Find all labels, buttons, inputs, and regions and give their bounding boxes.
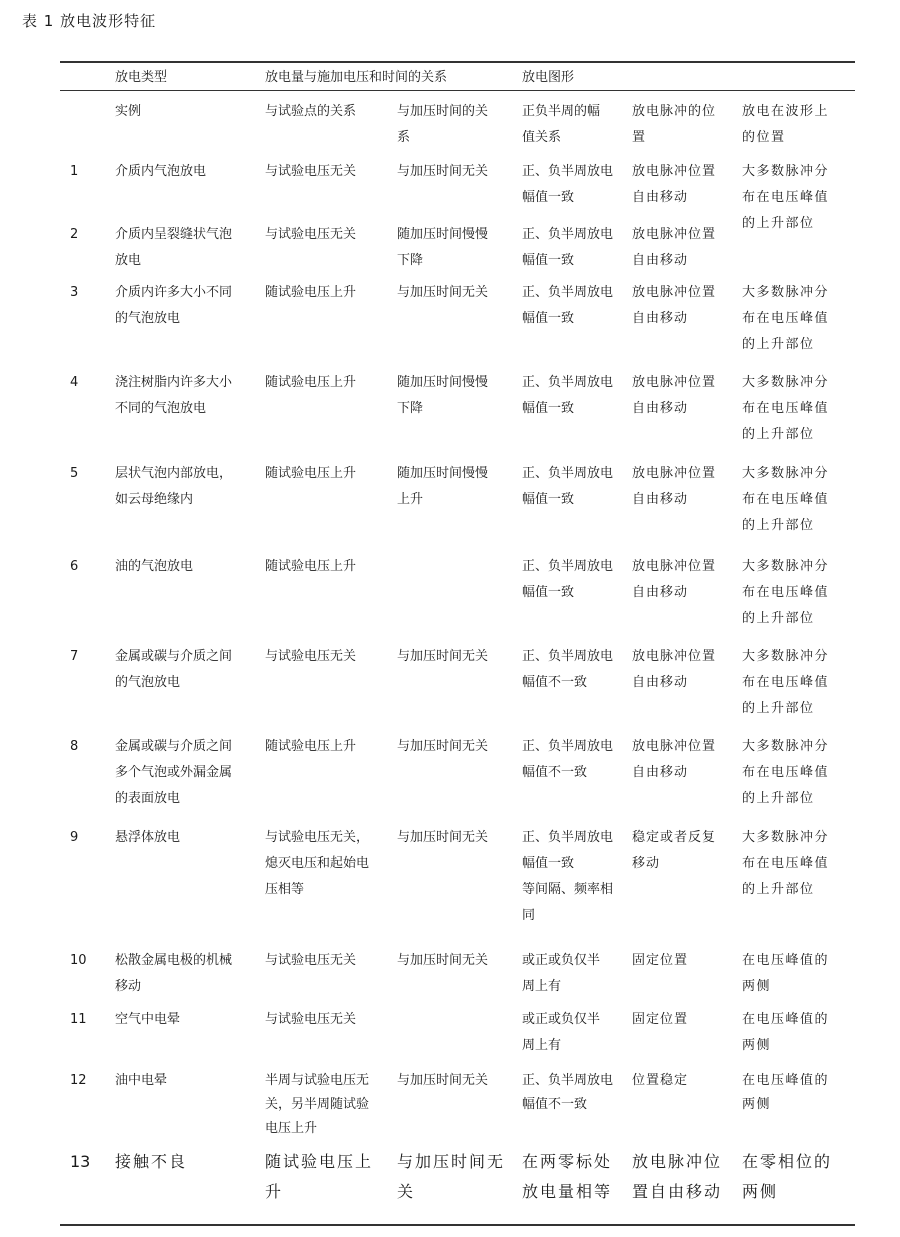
- table-row-discharge-type: 空气中电晕: [115, 1012, 181, 1027]
- top-rule: [60, 61, 855, 63]
- table-row-amplitude-relation: 正、负半周放电 幅值不一致: [522, 1073, 614, 1112]
- header-row-2-waveform-position: 放电在波形上 的位置: [742, 104, 830, 145]
- table-row-index: 7: [70, 649, 79, 664]
- table-row-waveform-position: 大多数脉冲分 布在电压峰值 的上升部位: [742, 285, 830, 352]
- table-row-pulse-position: 放电脉冲位置 自由移动: [632, 559, 717, 600]
- table-row-pulse-position: 放电脉冲位 置自由移动: [632, 1152, 723, 1201]
- table-row-amplitude-relation: 正、负半周放电 幅值一致: [522, 164, 614, 205]
- table-row-index: 10: [70, 953, 87, 968]
- table-row-pulse-position: 固定位置: [632, 953, 689, 968]
- table-row-amplitude-relation: 正、负半周放电 幅值一致: [522, 285, 614, 326]
- table-row-time-relation: 随加压时间慢慢 下降: [397, 227, 489, 268]
- table-row-test-voltage-relation: 随试验电压上升: [265, 739, 357, 754]
- table-row-pulse-position: 放电脉冲位置 自由移动: [632, 164, 717, 205]
- header-row-2-pulse-position: 放电脉冲的位 置: [632, 104, 717, 145]
- table-row-pulse-position: 稳定或者反复 移动: [632, 830, 717, 871]
- table-row-index: 6: [70, 559, 79, 574]
- table-row-pulse-position: 放电脉冲位置 自由移动: [632, 375, 717, 416]
- table-row-pulse-position: 位置稳定: [632, 1073, 689, 1088]
- table-row-test-voltage-relation: 随试验电压上升: [265, 466, 357, 481]
- table-row-pulse-position: 放电脉冲位置 自由移动: [632, 466, 717, 507]
- table-row-index: 11: [70, 1012, 87, 1027]
- table-row-time-relation: 与加压时间无关: [397, 739, 489, 754]
- table-row-amplitude-relation: 在两零标处 放电量相等: [522, 1152, 613, 1201]
- table-row-index: 4: [70, 375, 79, 390]
- table-row-amplitude-relation: 正、负半周放电 幅值一致: [522, 227, 614, 268]
- table-row-time-relation: 与加压时间无关: [397, 1073, 489, 1088]
- table-title: 表 1 放电波形特征: [22, 12, 157, 30]
- table-row-index: 1: [70, 164, 79, 179]
- table-row-discharge-type: 浇注树脂内许多大小 不同的气泡放电: [115, 375, 233, 416]
- table-row-index: 8: [70, 739, 79, 754]
- table-row-time-relation: 与加压时间无关: [397, 164, 489, 179]
- table-row-time-relation: 与加压时间无 关: [397, 1152, 506, 1201]
- table-row-discharge-type: 接触不良: [115, 1152, 188, 1171]
- table-row-waveform-position: 在电压峰值的 两侧: [742, 1073, 830, 1112]
- table-row-waveform-position: 在零相位的 两侧: [742, 1152, 833, 1201]
- header-row-1-test-voltage-relation: 放电量与施加电压和时间的关系: [265, 70, 448, 85]
- table-row-amplitude-relation: 正、负半周放电 幅值一致: [522, 466, 614, 507]
- table-row-discharge-type: 松散金属电极的机械 移动: [115, 953, 233, 994]
- table-row-index: 9: [70, 830, 79, 845]
- table-row-amplitude-relation: 正、负半周放电 幅值不一致: [522, 649, 614, 690]
- table-row-index: 2: [70, 227, 79, 242]
- table-row-pulse-position: 放电脉冲位置 自由移动: [632, 227, 717, 268]
- table-row-discharge-type: 介质内许多大小不同 的气泡放电: [115, 285, 233, 326]
- table-row-waveform-position: 大多数脉冲分 布在电压峰值 的上升部位: [742, 375, 830, 442]
- table-row-amplitude-relation: 或正或负仅半 周上有: [522, 1012, 601, 1053]
- header-row-1-amplitude-relation: 放电图形: [522, 70, 575, 85]
- table-row-time-relation: 随加压时间慢慢 下降: [397, 375, 489, 416]
- table-row-test-voltage-relation: 与试验电压无关: [265, 227, 357, 242]
- table-row-pulse-position: 放电脉冲位置 自由移动: [632, 649, 717, 690]
- table-row-discharge-type: 悬浮体放电: [115, 830, 181, 845]
- table-row-discharge-type: 油的气泡放电: [115, 559, 194, 574]
- table-row-discharge-type: 介质内呈裂缝状气泡 放电: [115, 227, 233, 268]
- table-row-waveform-position: 大多数脉冲分 布在电压峰值 的上升部位: [742, 466, 830, 533]
- table-row-test-voltage-relation: 半周与试验电压无 关，另半周随试验 电压上升: [265, 1073, 370, 1136]
- header-row-2-amplitude-relation: 正负半周的幅 值关系: [522, 104, 601, 145]
- table-row-discharge-type: 金属或碳与介质之间 多个气泡或外漏金属 的表面放电: [115, 739, 233, 806]
- header-rule: [60, 90, 855, 91]
- table-row-amplitude-relation: 正、负半周放电 幅值一致: [522, 375, 614, 416]
- header-row-2-test-voltage-relation: 与试验点的关系: [265, 104, 357, 119]
- table-row-test-voltage-relation: 与试验电压无关: [265, 1012, 357, 1027]
- table-row-pulse-position: 固定位置: [632, 1012, 689, 1027]
- table-row-pulse-position: 放电脉冲位置 自由移动: [632, 739, 717, 780]
- table-row-test-voltage-relation: 随试验电压上升: [265, 375, 357, 390]
- table-row-waveform-position: 大多数脉冲分 布在电压峰值 的上升部位: [742, 559, 830, 626]
- table-row-index: 3: [70, 285, 79, 300]
- table-row-amplitude-relation: 正、负半周放电 幅值不一致: [522, 739, 614, 780]
- header-row-1-discharge-type: 放电类型: [115, 70, 168, 85]
- table-row-index: 12: [70, 1073, 87, 1088]
- table-row-test-voltage-relation: 与试验电压无关: [265, 164, 357, 179]
- table-row-waveform-position: 大多数脉冲分 布在电压峰值 的上升部位: [742, 649, 830, 716]
- table-row-test-voltage-relation: 随试验电压上升: [265, 559, 357, 574]
- table-row-test-voltage-relation: 与试验电压无关: [265, 649, 357, 664]
- header-row-2-time-relation: 与加压时间的关 系: [397, 104, 489, 145]
- table-row-discharge-type: 金属或碳与介质之间 的气泡放电: [115, 649, 233, 690]
- table-row-discharge-type: 层状气泡内部放电， 如云母绝缘内: [115, 466, 233, 507]
- table-row-waveform-position: 大多数脉冲分 布在电压峰值 的上升部位: [742, 830, 830, 897]
- table-row-amplitude-relation: 正、负半周放电 幅值一致: [522, 559, 614, 600]
- table-row-time-relation: 与加压时间无关: [397, 285, 489, 300]
- table-row-test-voltage-relation: 随试验电压上升: [265, 285, 357, 300]
- header-row-2-discharge-type: 实例: [115, 104, 142, 119]
- table-row-test-voltage-relation: 随试验电压上 升: [265, 1152, 374, 1201]
- table-row-discharge-type: 油中电晕: [115, 1073, 168, 1088]
- table-row-waveform-position: 大多数脉冲分 布在电压峰值 的上升部位: [742, 164, 830, 231]
- table-row-time-relation: 与加压时间无关: [397, 649, 489, 664]
- table-row-waveform-position: 在电压峰值的 两侧: [742, 953, 830, 994]
- table-row-discharge-type: 介质内气泡放电: [115, 164, 207, 179]
- table-row-test-voltage-relation: 与试验电压无关， 熄灭电压和起始电 压相等: [265, 830, 370, 897]
- table-row-amplitude-relation: 或正或负仅半 周上有: [522, 953, 601, 994]
- table-row-time-relation: 与加压时间无关: [397, 830, 489, 845]
- table-row-index: 13: [70, 1152, 91, 1171]
- table-row-time-relation: 随加压时间慢慢 上升: [397, 466, 489, 507]
- table-row-waveform-position: 大多数脉冲分 布在电压峰值 的上升部位: [742, 739, 830, 806]
- bottom-rule: [60, 1224, 855, 1226]
- table-row-waveform-position: 在电压峰值的 两侧: [742, 1012, 830, 1053]
- table-row-pulse-position: 放电脉冲位置 自由移动: [632, 285, 717, 326]
- table-row-amplitude-relation: 正、负半周放电 幅值一致 等间隔、频率相 同: [522, 830, 614, 923]
- table-row-index: 5: [70, 466, 79, 481]
- table-row-test-voltage-relation: 与试验电压无关: [265, 953, 357, 968]
- table-row-time-relation: 与加压时间无关: [397, 953, 489, 968]
